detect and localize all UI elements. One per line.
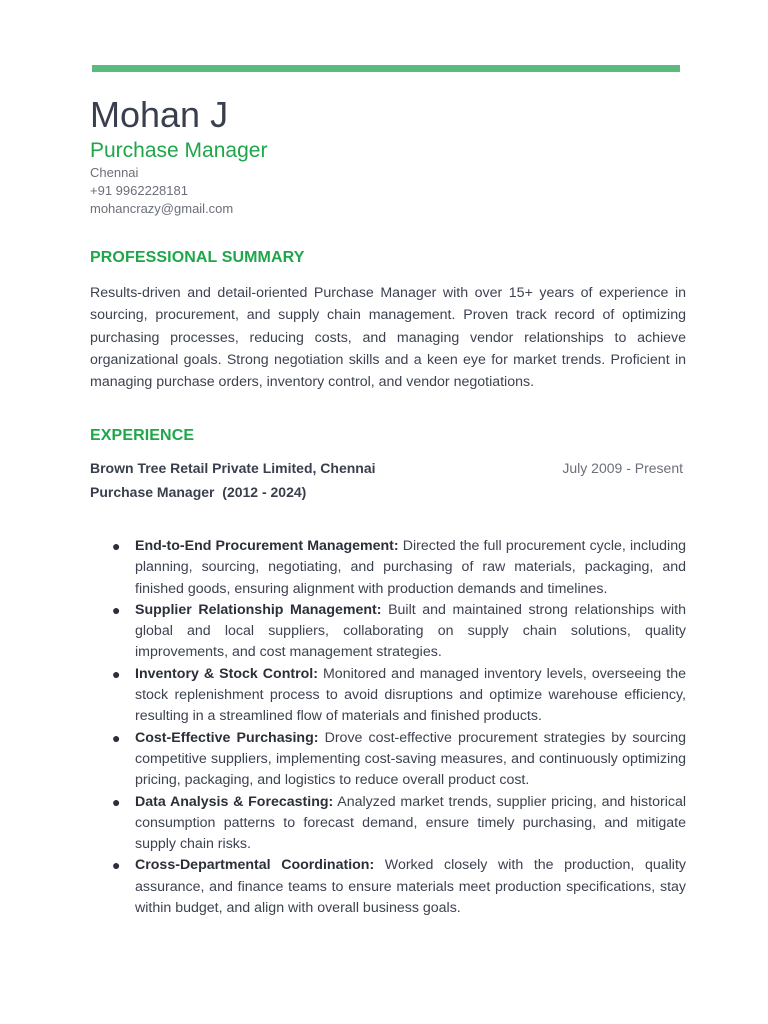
bullet-text: Directed the full procurement cycle, including planning, sourcing, negotiating, and purchasing of raw materials, packaging, and finished goods, ensuring alignment with production demands and timelines. (135, 538, 686, 597)
bullet-lead: Inventory & Stock Control: (135, 665, 318, 682)
contact-email: mohancrazy@gmail.com (90, 201, 234, 216)
list-item (90, 792, 686, 856)
responsibility-list (90, 536, 686, 919)
bullet-text: Monitored and managed inventory levels, overseeing the stock replenishment process to avoid disruptions and optimize warehouse efficiency, resulting in a streamlined flow of materials and finished products. (135, 665, 686, 725)
bullet-lead: Cross-Departmental Coordination: (135, 857, 375, 874)
bullet-icon: ● (112, 538, 121, 554)
bullet-icon: ● (112, 793, 121, 810)
bullet-lead: Data Analysis & Forecasting: (135, 793, 334, 810)
role-title: Purchase Manager (2012 - 2024) (90, 484, 307, 500)
bullet-icon: ● (112, 601, 121, 618)
bullet-lead: End-to-End Procurement Management: (135, 538, 399, 554)
list-item (90, 600, 686, 664)
job-title: Purchase Manager (90, 139, 268, 162)
list-item (90, 855, 686, 919)
bullet-icon: ● (112, 857, 121, 874)
candidate-name: Mohan J (90, 94, 229, 135)
contact-city: Chennai (90, 165, 139, 180)
employment-dates: July 2009 - Present (562, 460, 683, 476)
bullet-icon: ● (112, 729, 121, 746)
header-rule (92, 65, 680, 72)
bullet-text: Drove cost-effective procurement strategies by sourcing competitive suppliers, implementing cost-saving measures, and continuously optimizing pricing, packaging, and logistics to reduce overall product cost. (135, 729, 686, 789)
bullet-lead: Supplier Relationship Management: (135, 601, 382, 618)
company-name: Brown Tree Retail Private Limited, Chennai (90, 460, 376, 476)
bullet-text: Built and maintained strong relationships with global and local suppliers, collaborating on supply chain solutions, quality improvements, and cost management strategies. (135, 601, 686, 661)
list-item (90, 664, 686, 728)
bullet-lead: Cost-Effective Purchasing: (135, 729, 319, 746)
bullet-text: Worked closely with the production, quality assurance, and finance teams to ensure materials meet production specifications, stay within budget, and align with overall business goals. (135, 857, 686, 917)
summary-heading: PROFESSIONAL SUMMARY (90, 249, 305, 266)
contact-phone: +91 9962228181 (90, 183, 188, 198)
summary-text: Results-driven and detail-oriented Purchase Manager with over 15+ years of experience in sourcing, procurement, and supply chain management. Proven track record of optimizing purchasing processes, reducing costs, and managing vendor relationships to achieve organizational goals. Strong negotiation skills and a keen eye for market trends. Proficient in managing purchase orders, inventory control, and vendor negotiations. (90, 285, 686, 391)
list-item (90, 728, 686, 792)
bullet-icon: ● (112, 665, 121, 682)
list-item (90, 536, 686, 600)
bullet-text: Analyzed market trends, supplier pricing, and historical consumption patterns to forecast demand, ensure timely purchasing, and mitigate supply chain risks. (135, 793, 686, 853)
experience-heading: EXPERIENCE (90, 427, 195, 444)
